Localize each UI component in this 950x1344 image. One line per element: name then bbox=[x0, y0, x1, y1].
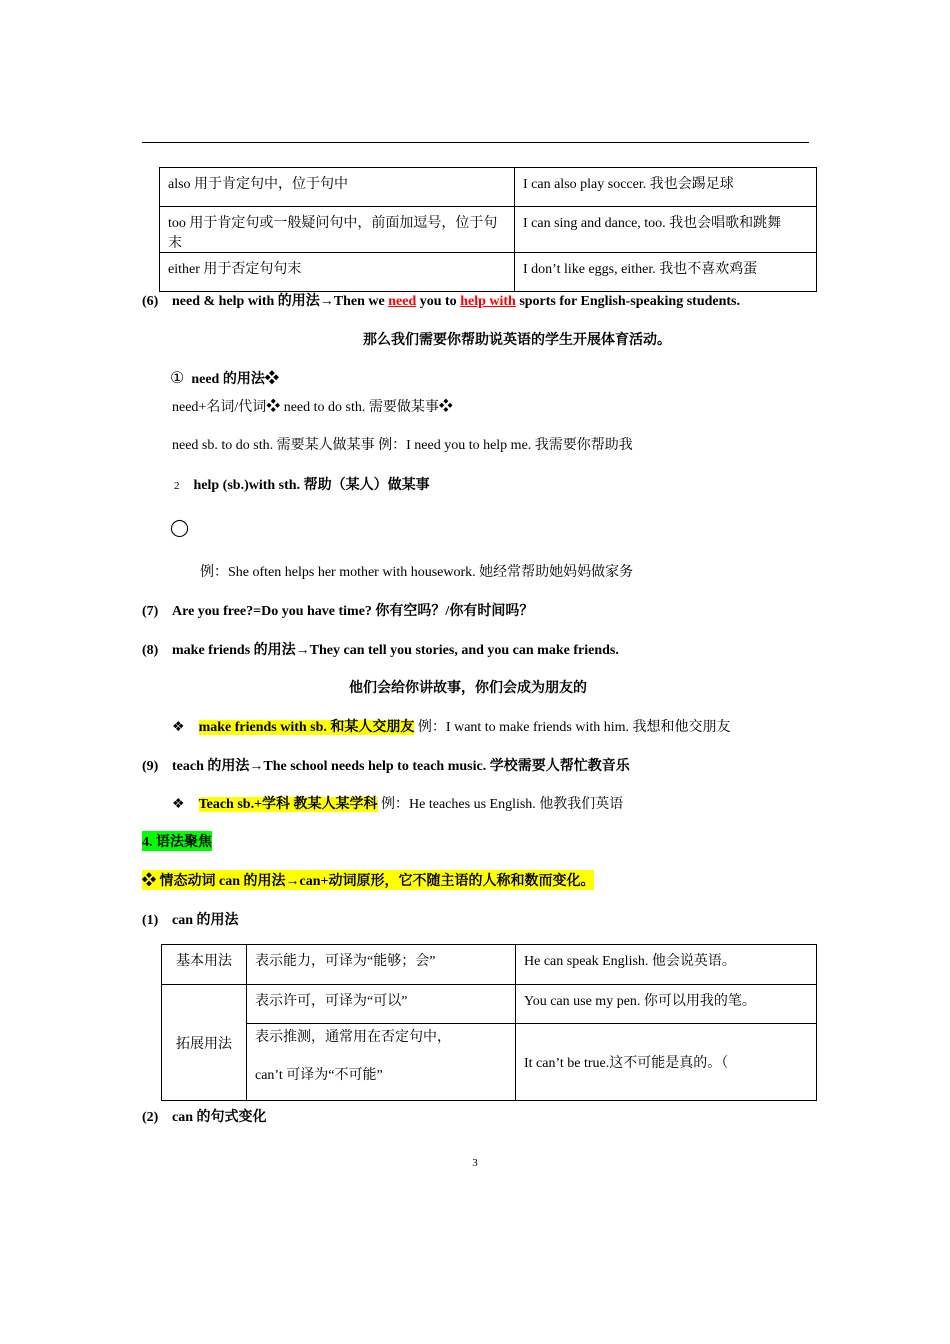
item-8-translation: 他们会给你讲故事，你们会成为朋友的 bbox=[349, 681, 587, 696]
can-usage-table bbox=[161, 944, 817, 1101]
highlight-need: need bbox=[388, 294, 417, 309]
header-rule bbox=[142, 142, 809, 143]
highlight-help-with: help with bbox=[460, 294, 516, 309]
circle-marker: ◯ bbox=[170, 518, 190, 537]
table-row bbox=[162, 945, 817, 985]
example-cell: I can sing and dance, too. 我也会唱歌和跳舞 bbox=[515, 207, 817, 253]
adverb-usage-table bbox=[159, 167, 817, 292]
item-number: (2) bbox=[142, 1110, 159, 1125]
bullet-icon: ❖ bbox=[172, 720, 185, 735]
need-usage-line2: need sb. to do sth. 需要某人做某事 例：I need you to help me. 我需要你帮助我 bbox=[172, 438, 633, 453]
need-usage-line1: need+名词/代词❖ need to do sth. 需要做某事❖ bbox=[172, 400, 453, 415]
need-usage-title: ① need 的用法❖ bbox=[170, 370, 279, 387]
teach-bullet: ❖ Teach sb.+学科 教某人某学科 例：He teaches us English. 他教我们英语 bbox=[172, 797, 624, 812]
make-friends-bullet: ❖ make friends with sb. 和某人交朋友 例：I want to make friends with him. 我想和他交朋友 bbox=[172, 720, 731, 735]
item-2: (2) can 的句式变化 bbox=[142, 1110, 267, 1125]
item-number: (1) bbox=[142, 913, 159, 928]
inference-desc bbox=[247, 1024, 516, 1101]
table-row bbox=[162, 985, 817, 1024]
item-8-heading: (8) make friends 的用法→They can tell you stories, and you can make friends. bbox=[142, 643, 619, 658]
item-number: (8) bbox=[142, 643, 159, 658]
bullet-icon: ❖ bbox=[172, 797, 185, 812]
item-6-heading: (6) need & help with 的用法→Then we need you to help with sports for English-speaking students. bbox=[142, 294, 740, 309]
basic-usage-label: 基本用法 bbox=[162, 945, 247, 985]
item-number: (7) bbox=[142, 604, 159, 619]
table-row bbox=[160, 253, 817, 292]
page-number: 3 bbox=[472, 1157, 478, 1169]
bullet-icon: ❖ bbox=[142, 874, 156, 889]
example-cell: I don’t like eggs, either. 我也不喜欢鸡蛋 bbox=[515, 253, 817, 292]
item-number: (9) bbox=[142, 759, 159, 774]
inference-desc-line2: can’t 可译为“不可能” bbox=[255, 1068, 383, 1083]
inference-example: It can’t be true.这不可能是真的。（ bbox=[516, 1024, 817, 1101]
section-4-title: 4. 语法聚焦 bbox=[142, 831, 212, 851]
basic-usage-desc: 表示能力，可译为“能够；会” bbox=[247, 945, 516, 985]
example-cell: I can also play soccer. 我也会踢足球 bbox=[515, 168, 817, 207]
number-two-marker: 2 bbox=[174, 480, 180, 492]
item-1: (1) can 的用法 bbox=[142, 913, 239, 928]
item-number: (6) bbox=[142, 294, 159, 309]
inference-desc-line1: 表示推测，通常用在否定句中， bbox=[255, 1030, 451, 1045]
usage-cell: also 用于肯定句中，位于句中 bbox=[160, 168, 515, 207]
permission-desc: 表示许可，可译为“可以” bbox=[247, 985, 516, 1024]
table-row bbox=[160, 168, 817, 207]
permission-example: You can use my pen. 你可以用我的笔。 bbox=[516, 985, 817, 1024]
teach-highlight: Teach sb.+学科 教某人某学科 bbox=[198, 797, 378, 812]
item-6-translation: 那么我们需要你帮助说英语的学生开展体育活动。 bbox=[363, 333, 671, 348]
item-9-heading: (9) teach 的用法→The school needs help to teach music. 学校需要人帮忙教音乐 bbox=[142, 759, 630, 774]
usage-cell: either 用于否定句句末 bbox=[160, 253, 515, 292]
table-row bbox=[160, 207, 817, 253]
item-7: (7) Are you free?=Do you have time? 你有空吗？/你有时间吗？ bbox=[142, 604, 534, 619]
help-example: 例：She often helps her mother with housework. 她经常帮助她妈妈做家务 bbox=[200, 565, 634, 580]
circled-one-marker: ① bbox=[170, 370, 185, 387]
make-friends-highlight: make friends with sb. 和某人交朋友 bbox=[198, 720, 415, 735]
can-focus-line: ❖ 情态动词 can 的用法→can+动词原形，它不随主语的人称和数而变化。 bbox=[142, 870, 594, 890]
table-row bbox=[162, 1024, 817, 1101]
basic-usage-example: He can speak English. 他会说英语。 bbox=[516, 945, 817, 985]
extended-usage-label: 拓展用法 bbox=[162, 985, 247, 1101]
usage-cell: too 用于肯定句或一般疑问句中，前面加逗号，位于句末 bbox=[160, 207, 515, 253]
help-usage-title: 2 help (sb.)with sth. 帮助（某人）做某事 bbox=[174, 478, 430, 493]
